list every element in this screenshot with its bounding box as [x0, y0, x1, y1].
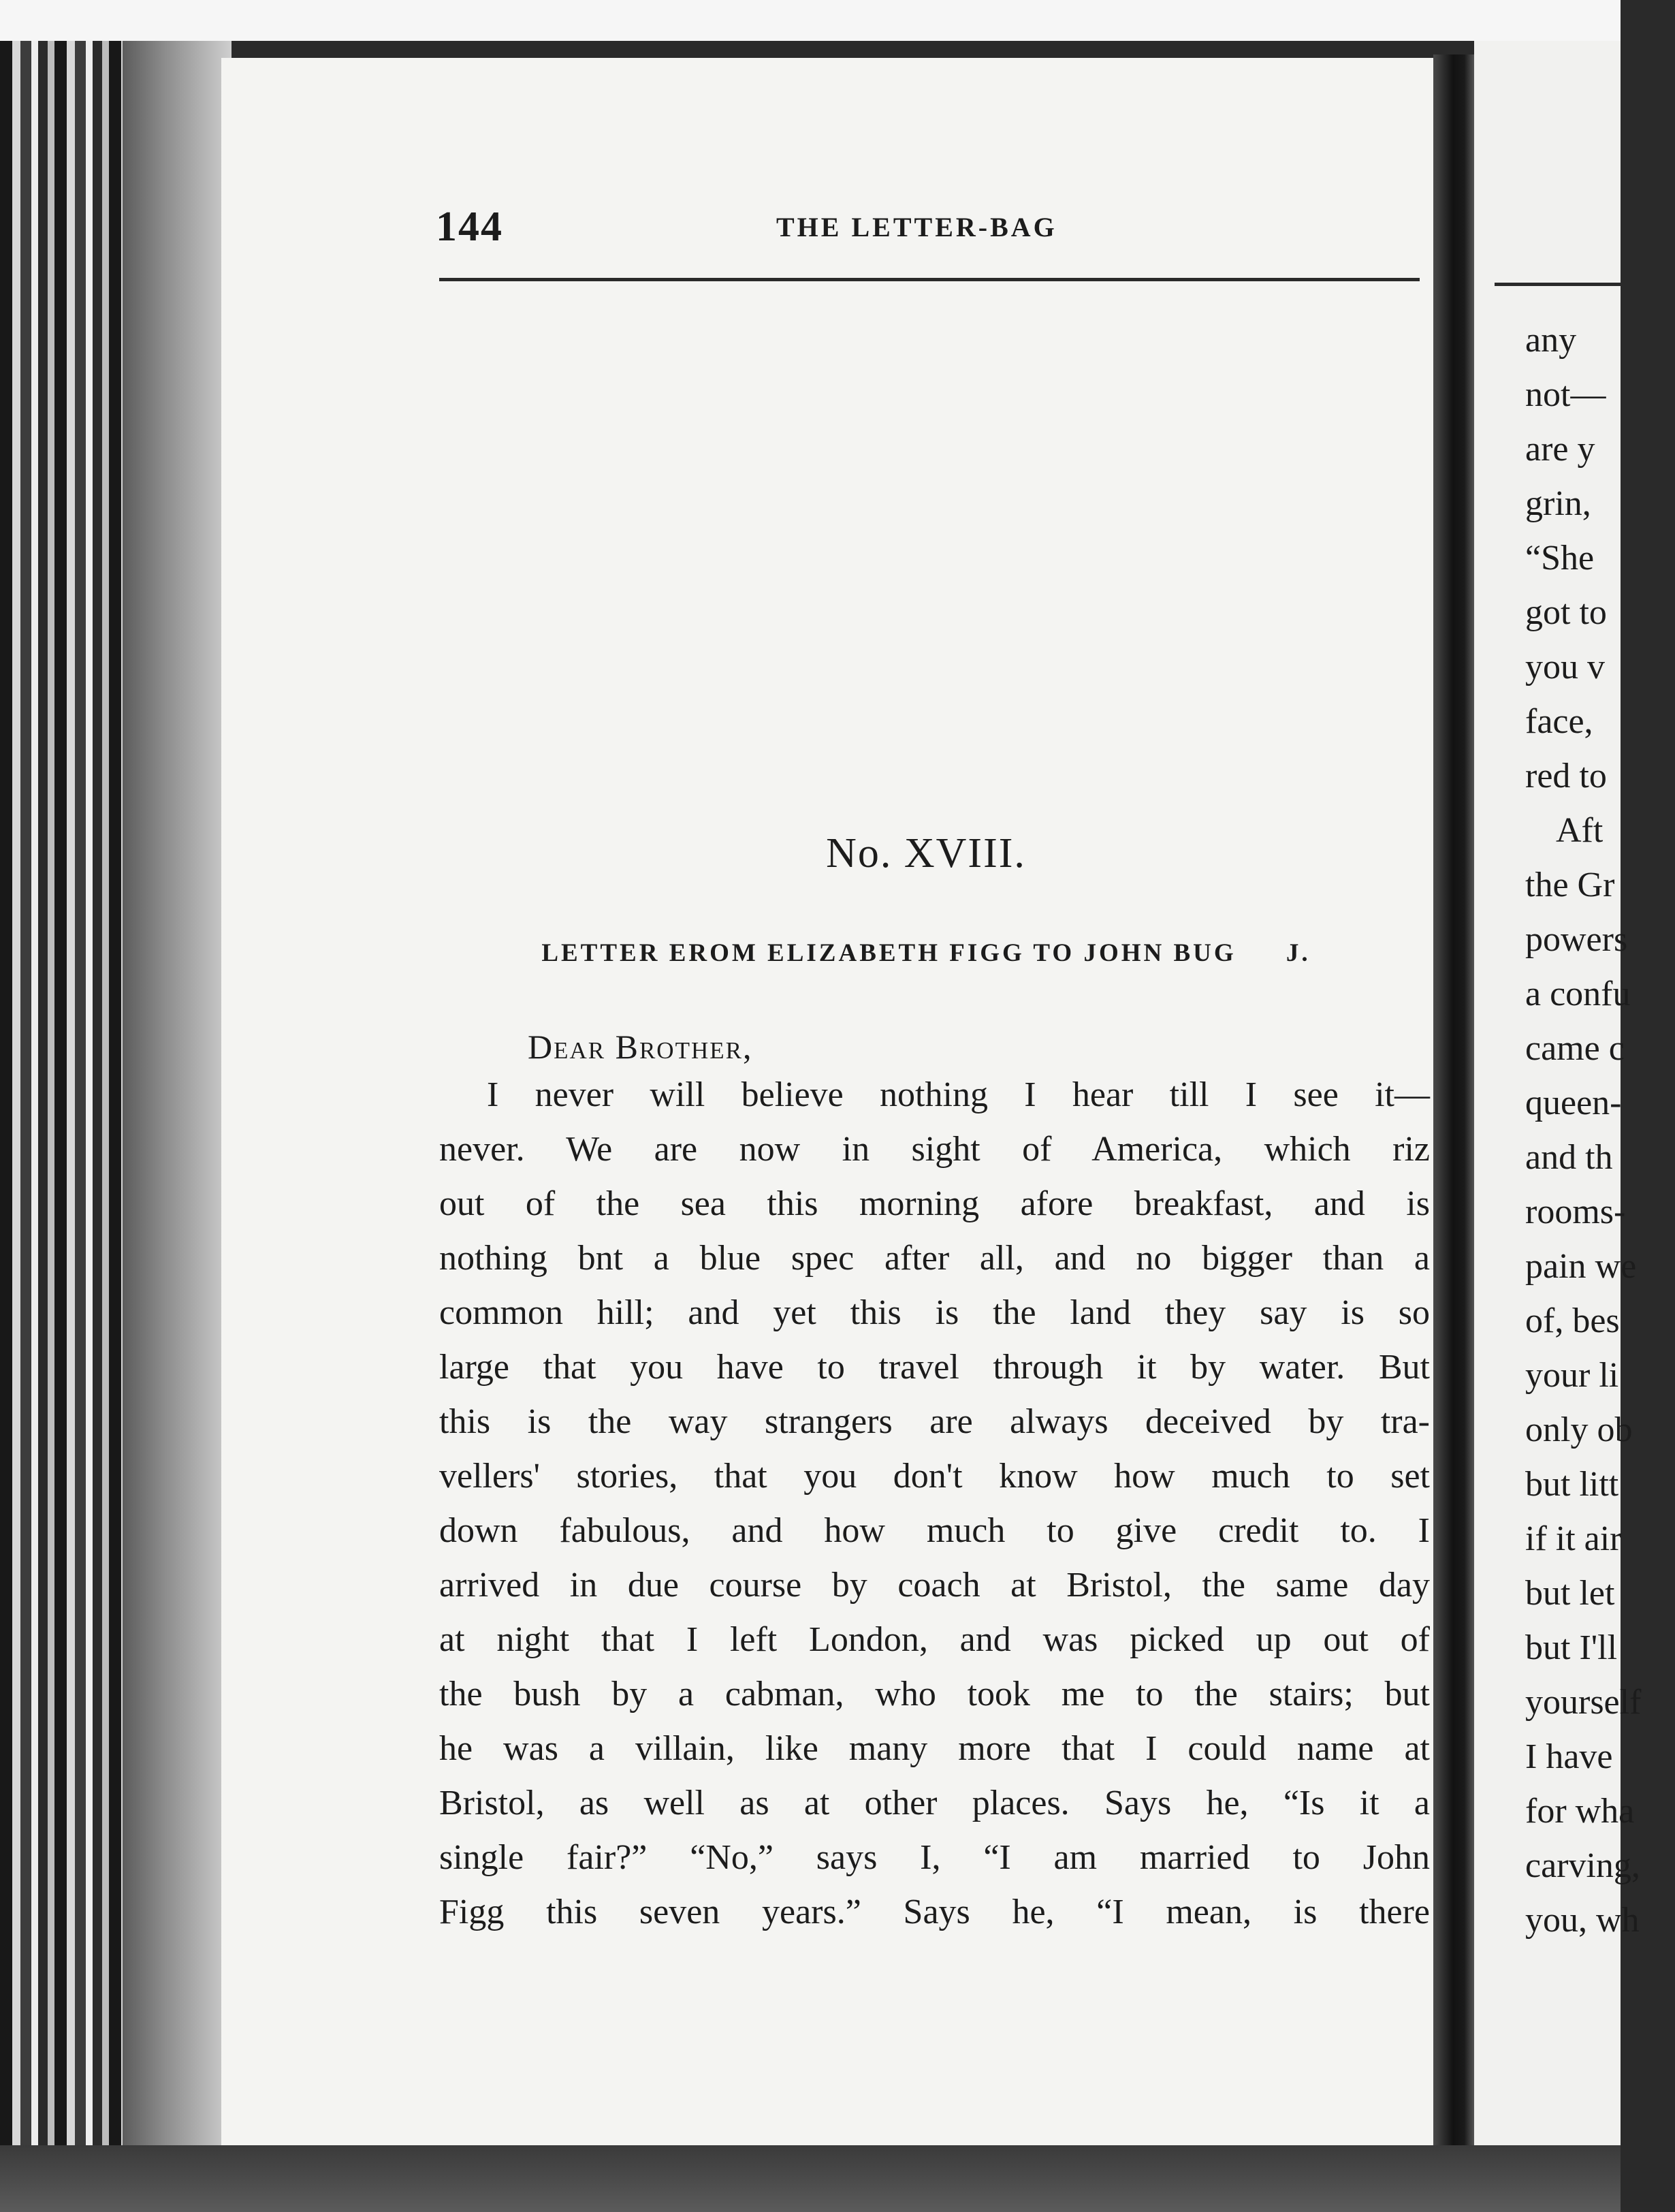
facing-line: got to [1525, 593, 1607, 632]
facing-line: Aft [1556, 811, 1604, 850]
facing-line: grin, [1525, 484, 1591, 523]
salutation: Dear Brother, [528, 1028, 753, 1066]
text-line: he was a villain, like many more that I could name at [439, 1729, 1430, 1768]
facing-line: are y [1525, 430, 1595, 469]
facing-page [1474, 41, 1642, 2152]
scan-top-margin [0, 0, 1621, 41]
facing-line: rooms- [1525, 1192, 1626, 1231]
facing-line: any [1525, 321, 1577, 360]
page-edges-shadow [123, 41, 232, 2166]
header-rule [439, 278, 1420, 281]
facing-line: and th [1525, 1138, 1613, 1177]
text-line: the bush by a cabman, who took me to the stairs; but [439, 1675, 1430, 1713]
facing-line: only ob [1525, 1410, 1633, 1449]
facing-line: the Gr [1525, 866, 1615, 904]
facing-line: face, [1525, 702, 1593, 741]
facing-header-rule [1495, 283, 1631, 286]
facing-line: you v [1525, 648, 1605, 686]
text-line: Bristol, as well as at other places. Says he, “Is it a [439, 1784, 1430, 1822]
text-line: I never will believe nothing I hear till I see it— [487, 1075, 1430, 1114]
text-line: single fair?” “No,” says I, “I am married to John [439, 1838, 1430, 1877]
facing-line: a confu [1525, 975, 1631, 1013]
text-line: large that you have to travel through it by water. But [439, 1348, 1430, 1387]
text-line: arrived in due course by coach at Bristol, the same day [439, 1566, 1430, 1605]
facing-line: for wha [1525, 1792, 1635, 1831]
facing-line: powers [1525, 920, 1628, 959]
text-line: this is the way strangers are always deceived by tra- [439, 1402, 1430, 1441]
chapter-number: No. XVIII. [826, 830, 1026, 876]
facing-line: red to [1525, 757, 1607, 795]
text-line: Figg this seven years.” Says he, “I mean, is there [439, 1893, 1430, 1931]
letter-title [436, 938, 1416, 968]
facing-line: of, bes [1525, 1301, 1620, 1340]
running-head [436, 203, 1416, 264]
facing-line: yourself [1525, 1683, 1642, 1722]
text-line: common hill; and yet this is the land they say is so [439, 1293, 1430, 1332]
scan-bottom-margin [0, 2145, 1621, 2212]
text-line: nothing bnt a blue spec after all, and no bigger than a [439, 1239, 1430, 1278]
facing-line: if it air [1525, 1519, 1622, 1558]
facing-line: “She [1525, 539, 1595, 578]
facing-line: your li [1525, 1356, 1619, 1395]
text-line: down fabulous, and how much to give credit to. I [439, 1511, 1430, 1550]
text-line: never. We are now in sight of America, which riz [439, 1130, 1430, 1169]
facing-line: not— [1525, 375, 1606, 414]
facing-line: but let [1525, 1574, 1615, 1613]
text-line: out of the sea this morning afore breakfast, and is [439, 1184, 1430, 1223]
running-title: THE LETTER-BAG [776, 212, 1057, 242]
facing-line: I have [1525, 1737, 1613, 1776]
letter-title-fragment: J. [1286, 939, 1311, 967]
text-line: vellers' stories, that you don't know how much to set [439, 1457, 1430, 1496]
facing-line: carving, [1525, 1846, 1640, 1885]
page-number: 144 [436, 204, 503, 250]
facing-line: but litt [1525, 1465, 1619, 1504]
facing-line: but I'll [1525, 1628, 1618, 1667]
facing-line: queen- [1525, 1084, 1622, 1122]
facing-line: pain we [1525, 1247, 1637, 1286]
letter-title-text: LETTER EROM ELIZABETH FIGG TO JOHN BUG [541, 939, 1237, 967]
text-line: at night that I left London, and was picked up out of [439, 1620, 1430, 1659]
book-gutter [1433, 54, 1478, 2159]
facing-line: you, wh [1525, 1901, 1640, 1940]
facing-line: came c [1525, 1029, 1625, 1068]
